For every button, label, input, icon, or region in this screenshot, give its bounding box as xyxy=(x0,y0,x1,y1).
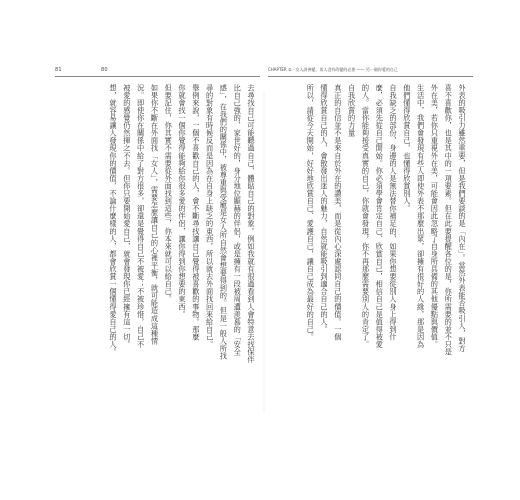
text-column: 況。即使你在關係中給了對方很多，卻還是覺得自己不被愛；不被珍惜，自己不 xyxy=(136,84,146,349)
text-column: 舉例來說，一個不喜歡自己的人，會不斷尋找讓自己覺得被喜歡的事物。那麼 xyxy=(191,84,201,341)
text-column: 麼，必須先從自己開始。你必須學會肯定自己、欣賞自己，相信自己是值得被愛 xyxy=(375,84,385,349)
header-rule-right xyxy=(268,76,473,77)
text-column: 被愛的感覺仍然揮之不去。但你只要開始愛自己，就會發現你已經擁有這一切。 xyxy=(122,84,132,349)
right-body-text xyxy=(272,84,468,424)
text-column: 他們懂得欣賞自己，也懂得欣賞別人。 xyxy=(402,84,412,213)
text-column: 所以，請從今天開始，好好地欣賞自己、愛護自己，讓自己成為最好的自己。 xyxy=(306,84,316,341)
text-column: 真正的自信並不是來自於外在的讚美，而是從內心深處認同自己的價值。一個 xyxy=(333,84,343,341)
text-column: 外在美，若你只重視外在美，可能會因此忽略了自身所具備的其他優點與價值。 xyxy=(430,84,440,349)
text-column: 喜不喜歡你，也是其中的一項要素。但在此要提醒各位的是，你所需要的並不只是 xyxy=(444,84,454,356)
header-rule-left xyxy=(55,76,260,77)
left-page xyxy=(55,62,260,428)
text-column: 尋的對象有時候反而是因為在自身上缺乏的東西，所以就去外面找回來給自己。 xyxy=(205,84,215,349)
text-column: 想，就容易讓人發現你的價值，不論什麼樣的人，都會欣賞一個懂得愛自己的人。 xyxy=(109,84,119,356)
text-column: 感」，在我們的關係中，被尊重與受寵是女人所自然會想要得到的。但是一般人所找 xyxy=(219,84,229,360)
text-column: 如果你不斷在外面找「女人」，需要怎麼讓自己的心裡平衡，就可能造成這種情 xyxy=(150,84,160,345)
text-column: 生活中，我們會發現有些人即使外表不那麼出眾，卻擁有很好的人緣，那是因為 xyxy=(416,84,426,349)
text-column: 外表的吸引力雖然重要，但是我們要談的是「內在」。當然外表能否吸引人，對方 xyxy=(458,84,467,353)
left-body-text xyxy=(61,84,257,424)
running-title: CHAPTER ② · 女人該善變，男人沒有改變的必要 —— 另一個你愛的自己 xyxy=(268,67,398,72)
right-page xyxy=(268,62,473,428)
page-number-left: 81 xyxy=(55,67,62,73)
page-number-left-secondary: 80 xyxy=(101,67,108,73)
text-column: 比自己強的、家世好的，身分地位顯赫的伴侶，或是擁有一段被周遭羨慕的「安全 xyxy=(233,84,243,356)
text-column: 去尋找自己可能聽過自己，體貼自己的對象。例如我就有很過看到人會特意去找保伴 xyxy=(247,84,256,364)
text-column: 的人。當你能夠接受真實的自己，你就會發現，你不再那麼需要別人的肯定了。 xyxy=(361,84,371,349)
text-column: 你就會找一個你覺得能夠給你很多愛的伴侶，讓你得到你想要的東西。 xyxy=(178,84,188,319)
text-column: 懂得欣賞自己的人，會散發出迷人的魅力，自然就能吸引到適合自己的人。 xyxy=(320,84,330,334)
book-gutter xyxy=(262,92,266,412)
text-column: 自我缺乏的部份，身邊的人是無法替你補足的，如果你想要從別人身上得到什 xyxy=(389,84,399,341)
text-column: 自我欣賞的力量 xyxy=(347,84,357,137)
book-spread xyxy=(55,62,473,428)
text-column: 但要記住，你其實不需要從外面找到這些，你本來就可以給自己。 xyxy=(164,84,174,303)
